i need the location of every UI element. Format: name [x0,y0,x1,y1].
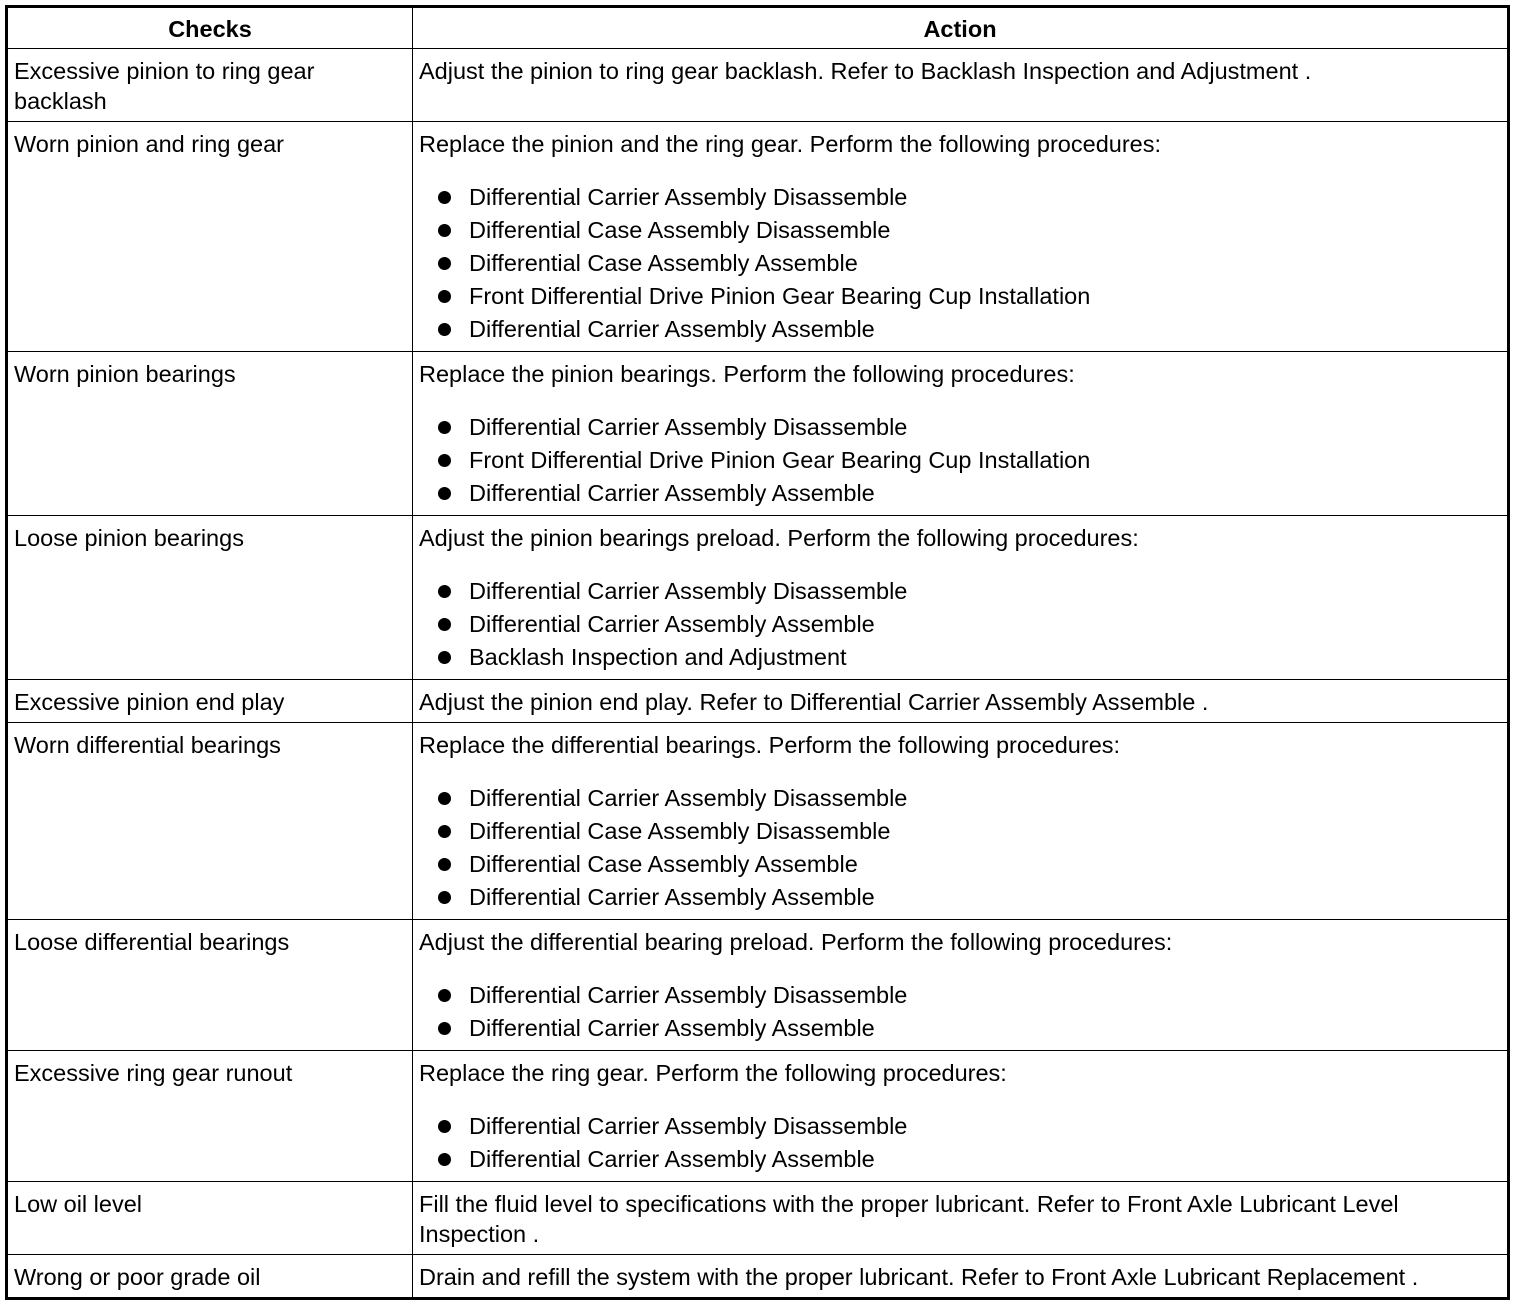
procedure-list [419,1110,1501,1176]
action-text: Fill the fluid level to specifications with the proper lubricant. Refer to Front Axle Lubricant Level Inspection . [419,1191,1399,1247]
procedure-item [419,411,1501,444]
procedure-label: Differential Carrier Assembly Disassemble [469,982,908,1008]
table-row [7,1182,1509,1255]
bullet-icon [438,323,451,336]
action-text: Replace the differential bearings. Perform the following procedures: [419,732,1121,758]
bullet-icon [438,454,451,467]
action-cell [413,49,1509,122]
procedure-item [419,477,1501,510]
procedure-label: Differential Carrier Assembly Assemble [469,611,875,637]
check-cell: Excessive pinion to ring gear backlash [7,49,413,122]
table-body [7,49,1509,1299]
check-cell: Low oil level [7,1182,413,1255]
action-text: Adjust the differential bearing preload. Perform the following procedures: [419,929,1173,955]
table-row [7,352,1509,516]
table-row [7,516,1509,680]
header-row [7,7,1509,49]
check-cell: Excessive pinion end play [7,680,413,723]
checks-header: Checks [7,7,413,49]
bullet-icon [438,858,451,871]
bullet-icon [438,825,451,838]
table-row [7,723,1509,920]
procedure-list [419,181,1501,346]
table-row [7,1255,1509,1299]
bullet-icon [438,1153,451,1166]
action-cell [413,920,1509,1051]
procedure-list [419,979,1501,1045]
table-row [7,49,1509,122]
procedure-label: Differential Carrier Assembly Disassemble [469,578,908,604]
procedure-item [419,280,1501,313]
procedure-item [419,181,1501,214]
table-row [7,680,1509,723]
procedure-label: Differential Carrier Assembly Assemble [469,1146,875,1172]
procedure-list [419,782,1501,914]
procedure-label: Differential Carrier Assembly Disassemble [469,414,908,440]
procedure-item [419,815,1501,848]
bullet-icon [438,651,451,664]
diagnostic-table [5,5,1510,1300]
check-cell: Worn pinion bearings [7,352,413,516]
action-text: Drain and refill the system with the proper lubricant. Refer to Front Axle Lubricant Replacement . [419,1264,1419,1290]
table-row [7,920,1509,1051]
procedure-label: Differential Carrier Assembly Assemble [469,884,875,910]
bullet-icon [438,421,451,434]
procedure-label: Differential Case Assembly Assemble [469,250,858,276]
procedure-item [419,979,1501,1012]
action-text: Adjust the pinion to ring gear backlash. Refer to Backlash Inspection and Adjustment . [419,58,1312,84]
action-cell [413,516,1509,680]
bullet-icon [438,224,451,237]
action-text: Adjust the pinion bearings preload. Perform the following procedures: [419,525,1139,551]
procedure-item [419,313,1501,346]
bullet-icon [438,618,451,631]
procedure-label: Differential Case Assembly Disassemble [469,217,891,243]
procedure-label: Differential Carrier Assembly Disassemble [469,184,908,210]
check-cell: Worn pinion and ring gear [7,122,413,352]
procedure-label: Differential Case Assembly Assemble [469,851,858,877]
procedure-label: Differential Carrier Assembly Disassemble [469,1113,908,1139]
bullet-icon [438,290,451,303]
bullet-icon [438,257,451,270]
action-text: Replace the ring gear. Perform the following procedures: [419,1060,1007,1086]
procedure-item [419,1012,1501,1045]
action-cell [413,1051,1509,1182]
bullet-icon [438,487,451,500]
action-cell [413,1255,1509,1299]
procedure-label: Front Differential Drive Pinion Gear Bearing Cup Installation [469,283,1091,309]
check-cell: Wrong or poor grade oil [7,1255,413,1299]
action-cell [413,680,1509,723]
procedure-item [419,608,1501,641]
procedure-item [419,848,1501,881]
procedure-item [419,782,1501,815]
procedure-item [419,1143,1501,1176]
action-text: Adjust the pinion end play. Refer to Differential Carrier Assembly Assemble . [419,689,1209,715]
check-cell: Worn differential bearings [7,723,413,920]
action-text: Replace the pinion and the ring gear. Perform the following procedures: [419,131,1162,157]
procedure-list [419,411,1501,510]
procedure-item [419,247,1501,280]
action-cell [413,1182,1509,1255]
procedure-item [419,214,1501,247]
bullet-icon [438,989,451,1002]
action-cell [413,352,1509,516]
table-row [7,1051,1509,1182]
procedure-item [419,881,1501,914]
table-row [7,122,1509,352]
procedure-label: Differential Carrier Assembly Assemble [469,316,875,342]
procedure-label: Differential Carrier Assembly Disassemble [469,785,908,811]
procedure-label: Front Differential Drive Pinion Gear Bearing Cup Installation [469,447,1091,473]
procedure-item [419,444,1501,477]
action-text: Replace the pinion bearings. Perform the following procedures: [419,361,1075,387]
procedure-label: Differential Case Assembly Disassemble [469,818,891,844]
action-cell [413,122,1509,352]
action-cell [413,723,1509,920]
procedure-item [419,641,1501,674]
bullet-icon [438,191,451,204]
bullet-icon [438,1120,451,1133]
procedure-item [419,1110,1501,1143]
procedure-list [419,575,1501,674]
procedure-label: Backlash Inspection and Adjustment [469,644,847,670]
check-cell: Excessive ring gear runout [7,1051,413,1182]
bullet-icon [438,891,451,904]
action-header: Action [413,7,1509,49]
procedure-label: Differential Carrier Assembly Assemble [469,1015,875,1041]
check-cell: Loose differential bearings [7,920,413,1051]
bullet-icon [438,792,451,805]
procedure-item [419,575,1501,608]
check-cell: Loose pinion bearings [7,516,413,680]
bullet-icon [438,585,451,598]
bullet-icon [438,1022,451,1035]
procedure-label: Differential Carrier Assembly Assemble [469,480,875,506]
